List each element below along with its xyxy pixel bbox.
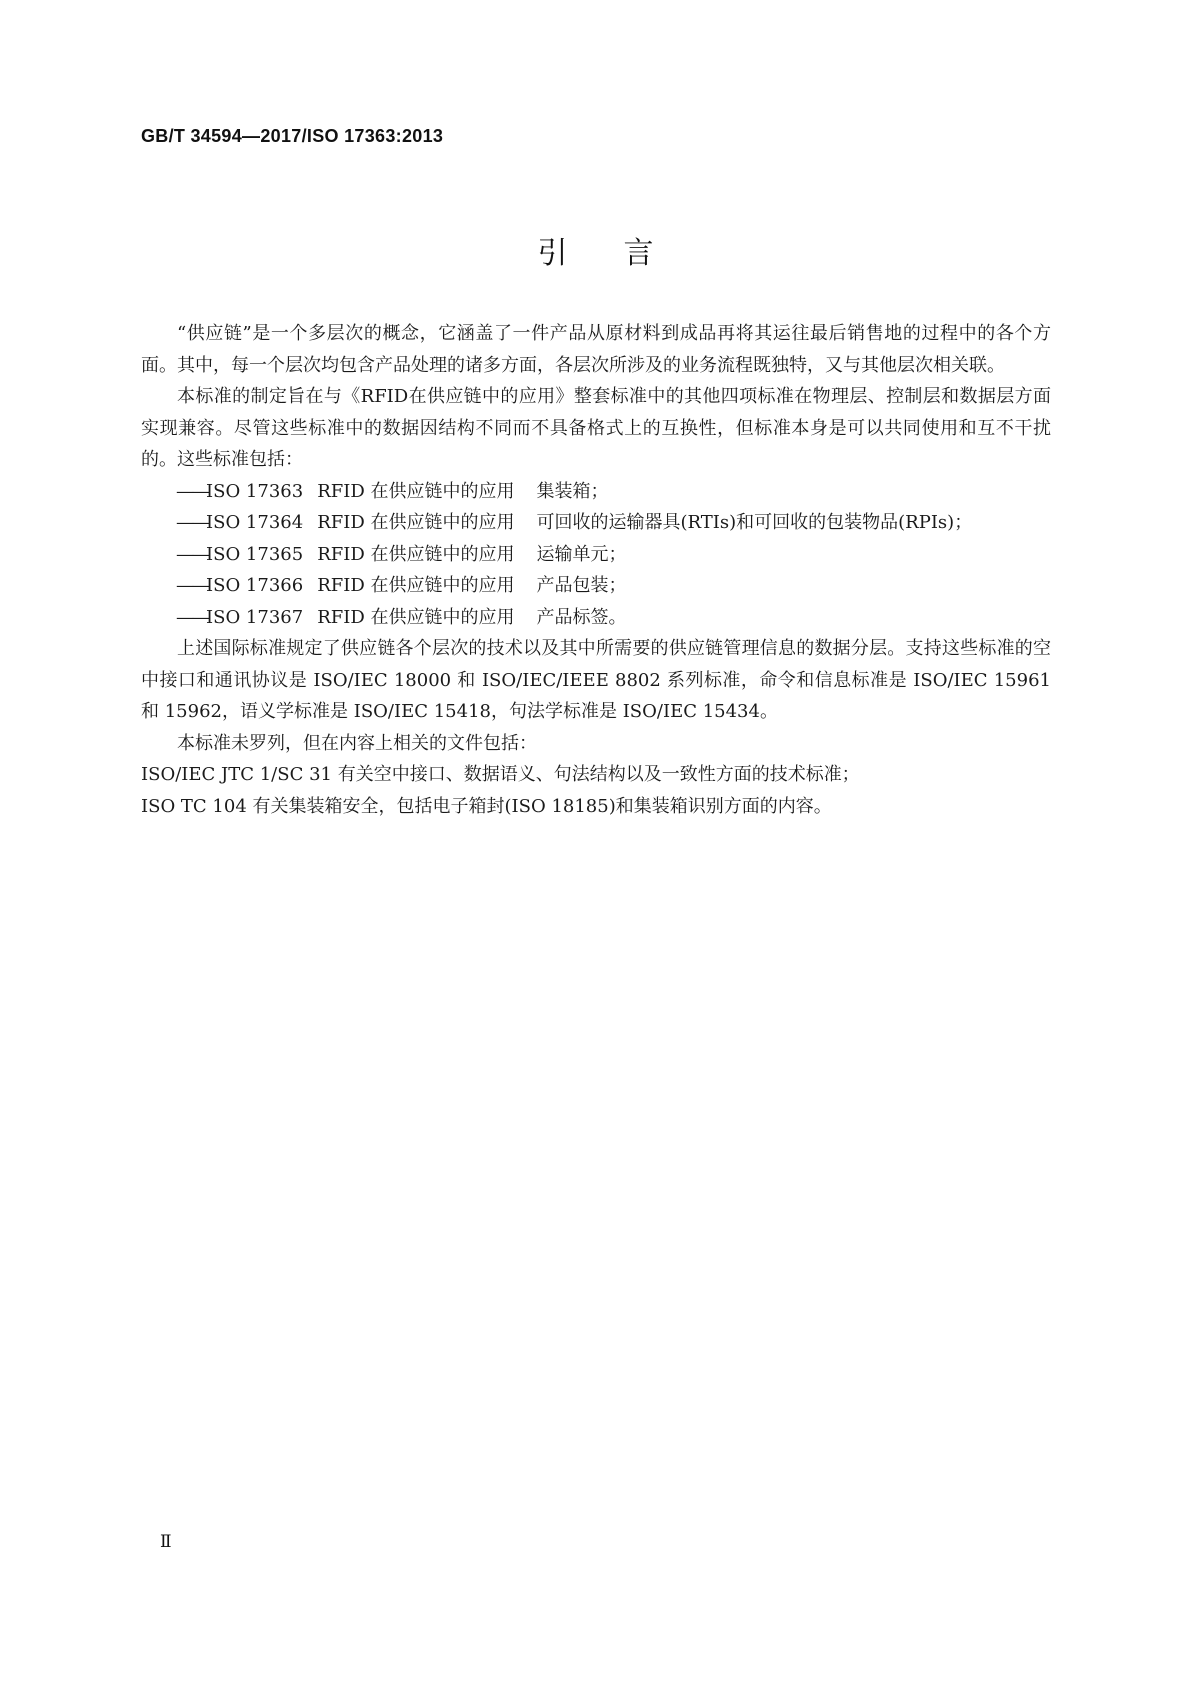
intro-paragraph-supply-chain: “供应链”是一个多层次的概念，它涵盖了一件产品从原材料到成品再将其运往最后销售地的过程中的各个方面。其中，每一个层次均包含产品处理的诸多方面，各层次所涉及的业务流程既独特，又与其他层次相关联。 — [141, 323, 1051, 376]
standard-series: RFID 在供应链中的应用 — [317, 575, 515, 596]
intro-paragraph-compatibility: 本标准的制定旨在与《RFID在供应链中的应用》整套标准中的其他四项标准在物理层、控制层和数据层方面实现兼容。尽管这些标准中的数据因结构不同而不具备格式上的互换性，但标准本身是可以共同使用和互不干扰的。这些标准包括： — [141, 386, 1051, 470]
list-dash: —— — [176, 575, 208, 596]
standard-series: RFID 在供应链中的应用 — [317, 512, 515, 533]
standard-code: GB/T 34594—2017/ISO 17363:2013 — [141, 126, 444, 146]
list-item — [141, 539, 1051, 571]
standard-subject: 产品标签。 — [536, 606, 627, 628]
standard-code-item: ISO 17363 — [206, 480, 304, 502]
standard-code-item: ISO 17364 — [206, 512, 304, 533]
list-item — [141, 507, 1051, 539]
list-item — [141, 602, 1051, 634]
standard-series: RFID 在供应链中的应用 — [317, 480, 515, 502]
page-title: 引言 — [537, 236, 710, 271]
standards-list — [141, 476, 1051, 634]
page-number: Ⅱ — [160, 1532, 172, 1552]
list-dash: —— — [176, 543, 208, 565]
intro-paragraph-related: 本标准未罗列，但在内容上相关的文件包括： — [177, 732, 537, 754]
standard-subject: 产品包装； — [536, 575, 627, 596]
standard-series: RFID 在供应链中的应用 — [317, 606, 515, 628]
intro-paragraph-layers: 上述国际标准规定了供应链各个层次的技术以及其中所需要的供应链管理信息的数据分层。支持这些标准的空中接口和通讯协议是 ISO/IEC 18000 和 ISO/IEC/IEEE 8802 系列标准，命令和信息标准是 ISO/IEC 15961 和 15962，语义学标准是 ISO/IEC 15418，句法学标准是 ISO/IEC 15434。 — [141, 638, 1051, 722]
list-item — [141, 570, 1051, 602]
standard-subject: 可回收的运输器具(RTIs)和可回收的包装物品(RPIs)； — [536, 512, 973, 533]
related-docs-line-1: ISO/IEC JTC 1/SC 31 有关空中接口、数据语义、句法结构以及一致性方面的技术标准； — [141, 764, 860, 785]
standard-code-item: ISO 17367 — [206, 606, 304, 628]
list-item — [141, 476, 1051, 508]
standard-code-item: ISO 17366 — [206, 575, 304, 596]
list-dash: —— — [176, 512, 208, 533]
list-dash: —— — [176, 480, 208, 502]
standard-code-item: ISO 17365 — [206, 543, 304, 565]
related-docs-line-2: ISO TC 104 有关集装箱安全，包括电子箱封(ISO 18185)和集装箱识别方面的内容。 — [141, 795, 832, 817]
standard-series: RFID 在供应链中的应用 — [317, 543, 515, 565]
list-dash: —— — [176, 606, 208, 628]
standard-subject: 集装箱； — [536, 480, 609, 502]
standard-subject: 运输单元； — [536, 543, 627, 565]
body-text — [141, 318, 1051, 822]
